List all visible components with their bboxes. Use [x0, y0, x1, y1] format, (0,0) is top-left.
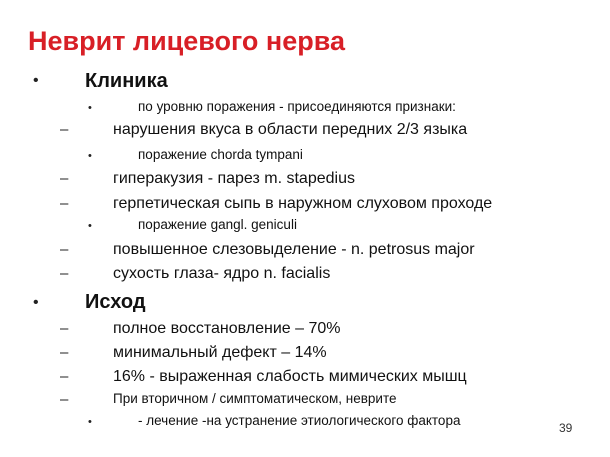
outcome-item-5: - лечение -на устранение этиологического фактора: [138, 413, 461, 428]
outcome-item-3: 16% - выраженная слабость мимических мышц: [113, 368, 467, 385]
clinic-item-5: герпетическая сыпь в наружном слуховом проходе: [113, 195, 493, 212]
dash-marker: –: [60, 320, 69, 337]
sub-bullet: •: [88, 150, 92, 162]
page-number: 39: [559, 421, 573, 435]
clinic-item-2: нарушения вкуса в области передних 2/3 языка: [113, 121, 468, 138]
clinic-item-3: поражение chorda tympani: [138, 147, 303, 162]
outcome-item-2: минимальный дефект – 14%: [113, 344, 327, 361]
dash-marker: –: [60, 121, 69, 138]
outcome-item-4: При вторичном / симптоматическом, неврите: [113, 391, 397, 406]
sub-bullet: •: [88, 416, 92, 428]
clinic-item-8: сухость глаза- ядро n. facialis: [113, 265, 331, 282]
section-bullet: •: [33, 294, 39, 311]
dash-marker: –: [60, 170, 69, 187]
outcome-item-1: полное восстановление – 70%: [113, 320, 341, 337]
dash-marker: –: [60, 344, 69, 361]
sub-bullet: •: [88, 220, 92, 232]
section-heading-clinic: Клиника: [85, 70, 168, 92]
section-bullet: •: [33, 72, 39, 89]
dash-marker: –: [60, 241, 69, 258]
dash-marker: –: [60, 391, 69, 408]
dash-marker: –: [60, 195, 69, 212]
clinic-item-7: повышенное слезовыделение - n. petrosus major: [113, 241, 475, 258]
clinic-item-6: поражение gangl. geniculi: [138, 217, 297, 232]
dash-marker: –: [60, 368, 69, 385]
dash-marker: –: [60, 265, 69, 282]
sub-bullet: •: [88, 102, 92, 114]
clinic-item-4: гиперакузия - парез m. stapedius: [113, 170, 355, 187]
section-heading-outcome: Исход: [85, 291, 146, 313]
slide-title: Неврит лицевого нерва: [28, 26, 345, 56]
clinic-item-1: по уровню поражения - присоединяются признаки:: [138, 99, 456, 114]
